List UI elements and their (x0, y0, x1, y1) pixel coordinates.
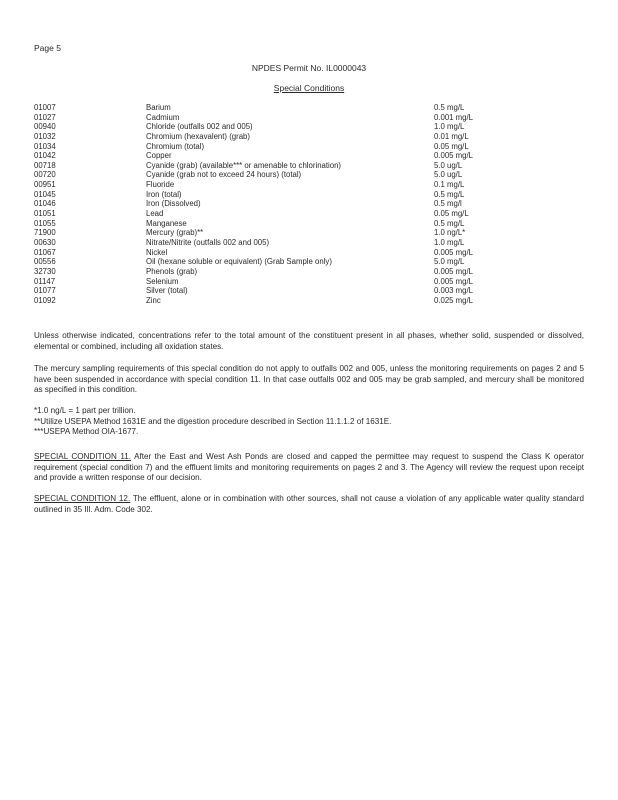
footnote-1: *1.0 ng/L = 1 part per trillion. (34, 406, 136, 415)
parameter-row (34, 142, 494, 152)
parameter-limit: 5.0 ug/L (434, 170, 463, 180)
parameter-name: Barium (146, 103, 171, 112)
parameter-code: 01055 (34, 218, 56, 228)
parameter-code: 01007 (34, 103, 56, 112)
parameter-row (34, 151, 494, 161)
parameter-name: Iron (total) (146, 189, 182, 199)
parameter-name: Mercury (grab)** (146, 228, 204, 238)
parameter-limit: 0.5 mg/l (434, 199, 462, 209)
parameter-limit: 0.005 mg/L (434, 247, 474, 257)
parameter-limit: 1.0 mg/L (434, 122, 465, 132)
parameter-code: 00720 (34, 170, 56, 180)
parameter-limit: 0.003 mg/L (434, 286, 474, 296)
footnotes (34, 406, 584, 438)
parameter-row (34, 277, 494, 287)
parameter-code: 01034 (34, 141, 56, 151)
parameter-row (34, 170, 494, 180)
parameter-limit: 0.1 mg/L (434, 180, 465, 190)
parameter-limit: 0.5 mg/L (434, 189, 465, 199)
parameter-row (34, 296, 494, 306)
parameter-name: Fluoride (146, 180, 175, 190)
parameter-name: Iron (Dissolved) (146, 199, 201, 209)
parameter-code: 00556 (34, 257, 56, 267)
parameter-code: 01032 (34, 131, 56, 141)
parameter-code: 01051 (34, 209, 56, 219)
parameter-limit: 5.0 ug/L (434, 160, 463, 170)
parameter-name: Lead (146, 209, 164, 219)
mercury-sampling-paragraph: The mercury sampling requirements of this special condition do not apply to outfalls 002 and 005, unless the monitoring requirements on pages 2 and 5 have been suspended in accordance with special condition 11. In that case outfalls 002 and 005 may be grab sampled, and mercury shall be monitored as specified in this condition. (34, 364, 584, 395)
parameter-table (34, 103, 494, 305)
parameter-name: Cyanide (grab not to exceed 24 hours) (total) (146, 170, 302, 180)
parameter-name: Cadmium (146, 112, 180, 122)
special-condition-11-text: After the East and West Ash Ponds are closed and capped the permittee may request to suspend the Class K operator requirement (special condition 7) and the effluent limits and monitoring requirements on pages 2 and 3. The Agency will review the request upon receipt and provide a written response of our decision. (34, 452, 585, 483)
parameter-code: 71900 (34, 228, 56, 238)
parameter-row (34, 286, 494, 296)
special-condition-11-label: SPECIAL CONDITION 11. (34, 452, 131, 461)
section-title-text: Special Conditions (273, 83, 345, 93)
parameter-code: 01046 (34, 199, 56, 209)
section-title (0, 83, 618, 93)
parameter-code: 00718 (34, 160, 56, 170)
page-number: Page 5 (34, 43, 61, 53)
parameter-code: 00940 (34, 122, 56, 132)
parameter-row (34, 113, 494, 123)
parameter-limit: 0.5 mg/L (434, 218, 465, 228)
parameter-limit: 1.0 mg/L (434, 237, 465, 247)
parameter-row (34, 257, 494, 267)
parameter-limit: 0.025 mg/L (434, 295, 474, 305)
parameter-row (34, 238, 494, 248)
parameter-row (34, 190, 494, 200)
parameter-name: Copper (146, 151, 172, 161)
total-amount-paragraph: Unless otherwise indicated, concentrations refer to the total amount of the constituent present in all phases, whether solid, suspended or dissolved, elemental or combined, including all oxidation states. (34, 331, 584, 351)
special-condition-12-text: The effluent, alone or in combination with other sources, shall not cause a violation of any applicable water quality standard outlined in 35 Ill. Adm. Code 302. (34, 494, 584, 514)
parameter-limit: 0.5 mg/L (434, 103, 465, 112)
parameter-limit: 0.005 mg/L (434, 266, 474, 276)
special-condition-12 (34, 494, 584, 515)
permit-number: NPDES Permit No. IL0000043 (251, 63, 367, 73)
parameter-row (34, 199, 494, 209)
parameter-row (34, 209, 494, 219)
parameter-name: Phenols (grab) (146, 266, 198, 276)
parameter-code: 00630 (34, 237, 56, 247)
parameter-code: 00951 (34, 180, 56, 190)
parameter-name: Silver (total) (146, 286, 188, 296)
parameter-limit: 0.05 mg/L (434, 209, 469, 219)
parameter-code: 32730 (34, 266, 56, 276)
parameter-name: Chromium (total) (146, 141, 205, 151)
parameter-name: Cyanide (grab) (available*** or amenable to chlorination) (146, 160, 342, 170)
parameter-limit: 0.05 mg/L (434, 141, 469, 151)
parameter-limit: 0.005 mg/L (434, 276, 474, 286)
footnote-3: ***USEPA Method OIA-1677. (34, 427, 139, 437)
parameter-name: Oil (hexane soluble or equivalent) (Grab Sample only) (146, 257, 332, 267)
parameter-name: Manganese (146, 218, 187, 228)
parameter-row (34, 180, 494, 190)
parameter-row (34, 132, 494, 142)
parameter-limit: 5.0 mg/L (434, 257, 465, 267)
special-condition-12-label: SPECIAL CONDITION 12. (34, 494, 131, 503)
parameter-code: 01045 (34, 189, 56, 199)
parameter-limit: 0.01 mg/L (434, 131, 469, 141)
parameter-row (34, 248, 494, 258)
parameter-name: Selenium (146, 276, 179, 286)
parameter-limit: 0.001 mg/L (434, 112, 474, 122)
parameter-name: Chromium (hexavalent) (grab) (146, 131, 250, 141)
parameter-code: 01147 (34, 276, 56, 286)
parameter-code: 01092 (34, 295, 56, 305)
parameter-code: 01027 (34, 112, 56, 122)
parameter-limit: 0.005 mg/L (434, 151, 474, 161)
parameter-name: Zinc (146, 295, 161, 305)
parameter-code: 01077 (34, 286, 56, 296)
parameter-row (34, 267, 494, 277)
parameter-row (34, 103, 494, 113)
parameter-code: 01067 (34, 247, 56, 257)
parameter-row (34, 161, 494, 171)
parameter-row (34, 122, 494, 132)
parameter-name: Nitrate/Nitrite (outfalls 002 and 005) (146, 237, 270, 247)
parameter-row (34, 228, 494, 238)
parameter-limit: 1.0 ng/L* (434, 228, 466, 238)
footnote-2: **Utilize USEPA Method 1631E and the digestion procedure described in Section 11.1.1.2 of 1631E. (34, 416, 392, 426)
parameter-name: Nickel (146, 247, 168, 257)
parameter-code: 01042 (34, 151, 56, 161)
parameter-row (34, 219, 494, 229)
special-condition-11 (34, 452, 584, 484)
parameter-name: Chloride (outfalls 002 and 005) (146, 122, 253, 132)
